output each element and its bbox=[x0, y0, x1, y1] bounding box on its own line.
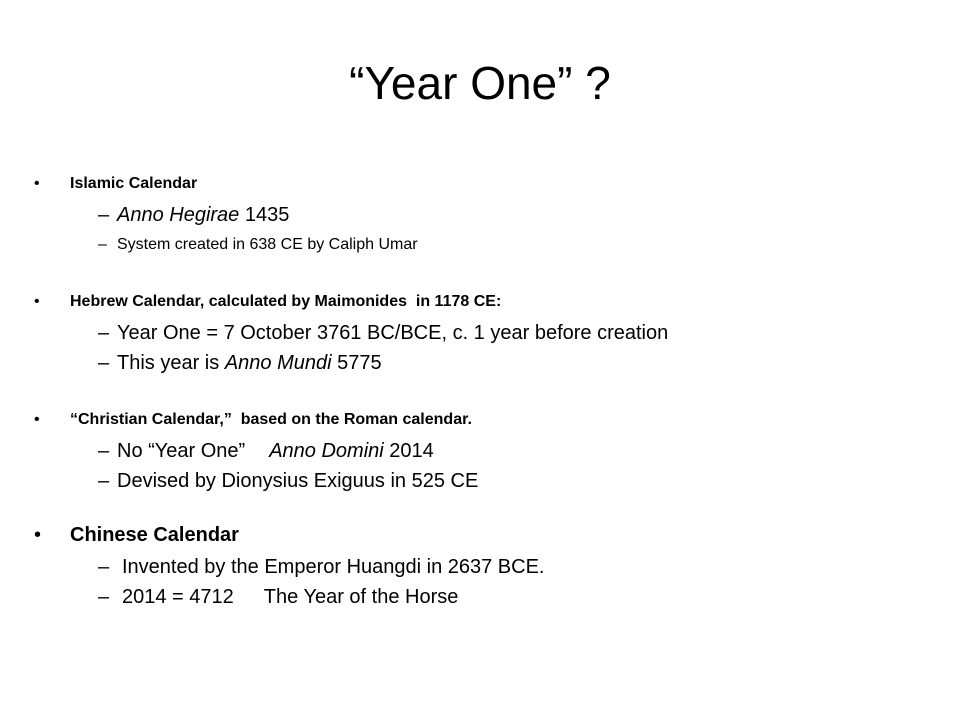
section-chinese-calendar bbox=[34, 518, 934, 612]
dash-icon: – bbox=[98, 236, 107, 253]
bullet-dot-icon: • bbox=[34, 175, 40, 192]
dash-icon: – bbox=[98, 440, 110, 462]
dash-icon: – bbox=[98, 470, 110, 492]
sub-item-text: 2014 bbox=[383, 440, 434, 462]
sub-item bbox=[34, 230, 934, 260]
section-christian-calendar bbox=[34, 404, 934, 496]
bullet-dot-icon: • bbox=[34, 293, 40, 310]
slide-content bbox=[34, 168, 934, 612]
dash-icon: – bbox=[98, 352, 110, 374]
bullet-item bbox=[34, 286, 934, 318]
sub-item bbox=[34, 552, 934, 582]
sub-item-text: 5775 bbox=[331, 352, 382, 374]
bullet-item bbox=[34, 518, 934, 552]
bullet-dot-icon: • bbox=[34, 524, 42, 546]
dash-icon: – bbox=[98, 204, 110, 226]
bullet-heading: “Christian Calendar,” based on the Roman calendar. bbox=[70, 411, 472, 428]
sub-item-text: Year One = 7 October 3761 BC/BCE, c. 1 year before creation bbox=[117, 322, 669, 344]
sub-item bbox=[34, 466, 934, 496]
bullet-heading: Chinese Calendar bbox=[70, 524, 239, 546]
dash-icon: – bbox=[98, 322, 110, 344]
section-islamic-calendar bbox=[34, 168, 934, 260]
bullet-item bbox=[34, 404, 934, 436]
sub-item-text: Invented by the Emperor Huangdi in 2637 BCE. bbox=[122, 556, 545, 578]
bullet-heading: Islamic Calendar bbox=[70, 175, 198, 192]
sub-item-text: Devised by Dionysius Exiguus in 525 CE bbox=[117, 470, 479, 492]
bullet-heading: Hebrew Calendar, calculated by Maimonides in 1178 CE: bbox=[70, 293, 502, 310]
dash-icon: – bbox=[98, 556, 110, 578]
sub-item-italic: Anno Mundi bbox=[224, 352, 332, 374]
sub-item bbox=[34, 582, 934, 612]
sub-item-text: The Year of the Horse bbox=[263, 586, 459, 608]
sub-item-text: 2014 = 4712 bbox=[122, 586, 234, 608]
section-hebrew-calendar bbox=[34, 286, 934, 378]
sub-item-text: No “Year One” bbox=[117, 440, 246, 462]
sub-item bbox=[34, 348, 934, 378]
sub-item bbox=[34, 436, 934, 466]
sub-item-text: This year is bbox=[117, 352, 225, 374]
bullet-dot-icon: • bbox=[34, 411, 40, 428]
sub-item-italic: Anno Hegirae bbox=[117, 204, 240, 226]
sub-item-text: System created in 638 CE by Caliph Umar bbox=[117, 236, 418, 253]
sub-item bbox=[34, 200, 934, 230]
slide-title: “Year One” ? bbox=[349, 57, 611, 109]
bullet-item bbox=[34, 168, 934, 200]
sub-item bbox=[34, 318, 934, 348]
sub-item-italic: Anno Domini bbox=[269, 440, 384, 462]
sub-item-text: 1435 bbox=[239, 204, 290, 226]
dash-icon: – bbox=[98, 586, 110, 608]
